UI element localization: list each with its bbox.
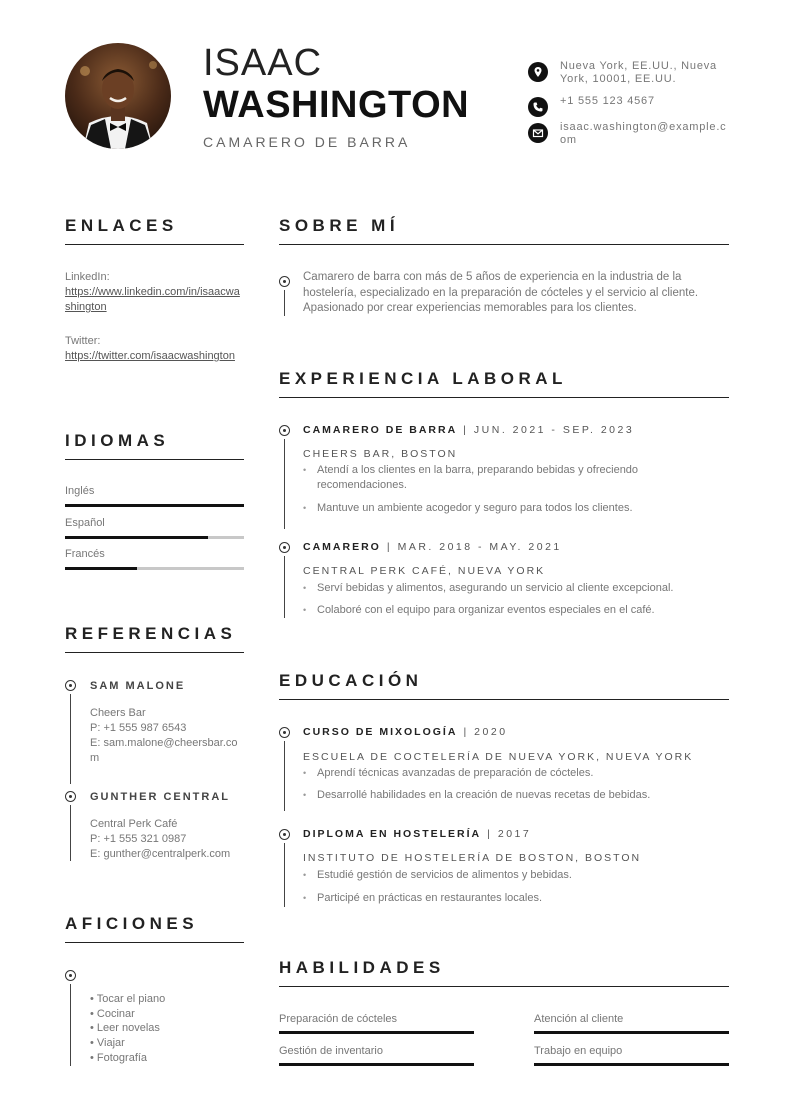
- timeline-dot-icon: [279, 829, 290, 840]
- language-level-bar: [65, 504, 244, 507]
- reference-name: GUNTHER CENTRAL: [90, 791, 230, 803]
- phone-text[interactable]: +1 555 123 4567: [560, 95, 655, 107]
- skill-item: [534, 1045, 729, 1066]
- experience-bullet: • Atendí a los clientes en la barra, preparando bebidas y ofreciendo recomendaciones.: [303, 463, 723, 493]
- reference-details: [90, 706, 242, 766]
- profile-photo: [65, 43, 171, 149]
- last-name: WASHINGTON: [203, 84, 470, 126]
- timeline-line: [284, 439, 285, 529]
- education-school: INSTITUTO DE HOSTELERÍA DE BOSTON, BOSTON: [303, 852, 642, 864]
- phone-icon: [528, 97, 548, 117]
- experience-company: CENTRAL PERK CAFÉ, NUEVA YORK: [303, 565, 546, 577]
- hobbies-list: [90, 992, 165, 1066]
- title-separator: |: [386, 541, 392, 553]
- experience-bullet: • Serví bebidas y alimentos, asegurando un servicio al cliente excepcional.: [303, 581, 723, 596]
- skill-item: [279, 1013, 474, 1034]
- hobbies-heading: AFICIONES: [65, 914, 244, 943]
- language-level-bar: [65, 536, 244, 539]
- reference-email: E: sam.malone@cheersbar.com: [90, 737, 238, 764]
- contact-email: [528, 121, 728, 147]
- language-level-fill: [65, 504, 244, 507]
- email-text[interactable]: isaac.washington@example.com: [560, 121, 727, 146]
- skills-heading: HABILIDADES: [279, 958, 729, 987]
- link-linkedin: [65, 270, 245, 315]
- hobby-item: • Fotografía: [90, 1051, 148, 1064]
- reference-phone: P: +1 555 987 6543: [90, 722, 187, 734]
- experience-bullet: • Mantuve un ambiente acogedor y seguro para todos los clientes.: [303, 501, 723, 516]
- skill-name: Gestión de inventario: [279, 1045, 383, 1057]
- job-dates: MAR. 2018 - MAY. 2021: [397, 541, 562, 553]
- envelope-icon: [528, 123, 548, 143]
- education-bullet: • Participé en prácticas en restaurantes locales.: [303, 891, 723, 906]
- job-dates: JUN. 2021 - SEP. 2023: [473, 424, 635, 436]
- skill-level-bar: [534, 1063, 729, 1066]
- language-level-bar: [65, 567, 244, 570]
- timeline-dot-icon: [279, 727, 290, 738]
- experience-bullet: • Colaboré con el equipo para organizar eventos especiales en el café.: [303, 603, 723, 618]
- skill-item: [534, 1013, 729, 1034]
- hobby-item: • Leer novelas: [90, 1022, 160, 1035]
- timeline-line: [284, 556, 285, 618]
- reference-details: [90, 817, 242, 862]
- job-title: CAMARERO DE BARRA: [203, 134, 411, 150]
- references-heading: REFERENCIAS: [65, 624, 244, 653]
- education-school: ESCUELA DE COCTELERÍA DE NUEVA YORK, NUEVA YORK: [303, 751, 694, 763]
- timeline-line: [70, 805, 71, 861]
- map-pin-icon: [528, 62, 548, 82]
- hobby-item: • Tocar el piano: [90, 993, 166, 1005]
- timeline-line: [70, 984, 71, 1066]
- language-level-fill: [65, 536, 208, 539]
- timeline-dot-icon: [65, 791, 76, 802]
- skill-item: [279, 1045, 474, 1066]
- language-row: [65, 548, 244, 570]
- hobby-item: • Cocinar: [90, 1007, 135, 1020]
- experience-title: [303, 541, 562, 553]
- contact-phone: [528, 95, 728, 117]
- reference-company: Central Perk Café: [90, 818, 178, 830]
- skill-level-bar: [279, 1031, 474, 1034]
- language-row: [65, 485, 244, 507]
- link-twitter: [65, 334, 245, 364]
- reference-email: E: gunther@centralperk.com: [90, 848, 231, 860]
- timeline-line: [284, 843, 285, 907]
- language-name: Español: [65, 517, 105, 529]
- education-dates: 2017: [497, 828, 532, 840]
- title-separator: |: [463, 726, 469, 738]
- skill-level-bar: [279, 1063, 474, 1066]
- title-separator: |: [487, 828, 492, 840]
- reference-company: Cheers Bar: [90, 707, 146, 719]
- language-row: [65, 517, 244, 539]
- about-text: Camarero de barra con más de 5 años de experiencia en la industria de la hostelería, especializado en la preparación de cócteles y el servicio al cliente. Apasionado por crear experiencias memorables para los clientes.: [303, 271, 699, 314]
- title-separator: |: [463, 424, 468, 436]
- education-title: [303, 828, 531, 840]
- experience-title: [303, 424, 634, 436]
- skill-name: Preparación de cócteles: [279, 1013, 398, 1025]
- about-heading: SOBRE MÍ: [279, 216, 729, 245]
- link-label: LinkedIn:: [65, 271, 110, 283]
- experience-heading: EXPERIENCIA LABORAL: [279, 369, 729, 398]
- languages-heading: IDIOMAS: [65, 431, 244, 460]
- timeline-dot-icon: [279, 425, 290, 436]
- degree-name: CURSO DE MIXOLOGÍA: [303, 726, 458, 738]
- language-level-fill: [65, 567, 137, 570]
- education-title: [303, 726, 508, 738]
- first-name: ISAAC: [203, 42, 323, 84]
- timeline-dot-icon: [279, 542, 290, 553]
- hobby-item: • Viajar: [90, 1037, 125, 1050]
- language-name: Inglés: [65, 485, 95, 497]
- twitter-link[interactable]: https://twitter.com/isaacwashington: [65, 350, 235, 362]
- contact-address: [528, 60, 728, 86]
- degree-name: DIPLOMA EN HOSTELERÍA: [303, 828, 482, 840]
- reference-name: SAM MALONE: [90, 680, 186, 692]
- links-heading: ENLACES: [65, 216, 244, 245]
- link-label: Twitter:: [65, 335, 101, 347]
- address-text: Nueva York, EE.UU., Nueva York, 10001, EE.UU.: [560, 60, 717, 85]
- education-bullet: • Desarrollé habilidades en la creación de nuevas recetas de bebidas.: [303, 788, 723, 803]
- experience-company: CHEERS BAR, BOSTON: [303, 448, 458, 460]
- timeline-line: [70, 694, 71, 784]
- skill-name: Atención al cliente: [534, 1013, 624, 1025]
- job-role: CAMARERO: [303, 541, 381, 553]
- profile-photo-illustration: [65, 43, 171, 149]
- skill-level-bar: [534, 1031, 729, 1034]
- education-heading: EDUCACIÓN: [279, 671, 729, 700]
- skill-name: Trabajo en equipo: [534, 1045, 623, 1057]
- reference-phone: P: +1 555 321 0987: [90, 833, 187, 845]
- timeline-dot-icon: [65, 970, 76, 981]
- timeline-dot-icon: [279, 276, 290, 287]
- language-name: Francés: [65, 548, 105, 560]
- education-bullet: • Aprendí técnicas avanzadas de preparación de cócteles.: [303, 766, 723, 781]
- education-bullet: • Estudié gestión de servicios de alimentos y bebidas.: [303, 868, 723, 883]
- timeline-dot-icon: [65, 680, 76, 691]
- timeline-line: [284, 741, 285, 811]
- education-dates: 2020: [474, 726, 508, 738]
- job-role: CAMARERO DE BARRA: [303, 424, 458, 436]
- linkedin-link[interactable]: https://www.linkedin.com/in/isaacwashington: [65, 286, 240, 313]
- timeline-line: [284, 290, 285, 316]
